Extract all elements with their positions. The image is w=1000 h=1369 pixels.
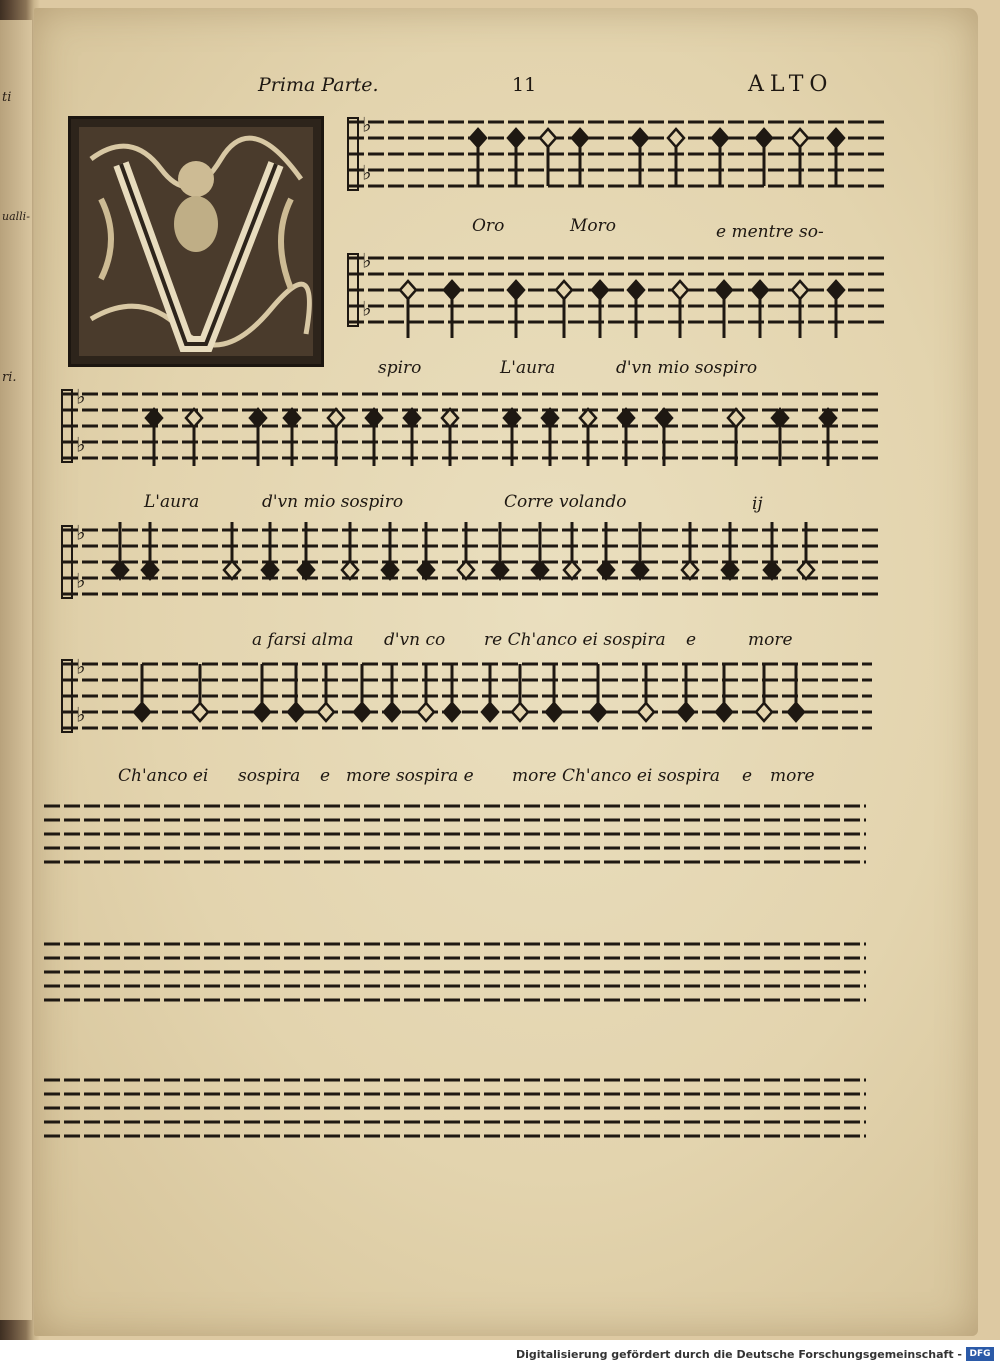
note-head xyxy=(134,703,150,721)
flat-sign-icon: ♭ xyxy=(362,296,372,321)
note-head xyxy=(342,561,358,579)
note-head xyxy=(112,561,128,579)
lyric: more xyxy=(770,766,815,786)
note-head xyxy=(318,703,334,721)
note-head xyxy=(504,409,520,427)
note-head xyxy=(752,281,768,299)
note-head xyxy=(288,703,304,721)
lyric: Oro xyxy=(472,216,505,236)
note-head xyxy=(672,281,688,299)
note-head xyxy=(772,409,788,427)
note-head xyxy=(632,561,648,579)
lyric: e xyxy=(320,766,331,786)
note-head xyxy=(668,129,684,147)
lyric: ij xyxy=(752,494,763,514)
note-head xyxy=(756,129,772,147)
note-head xyxy=(678,703,694,721)
note-head xyxy=(716,703,732,721)
note-head xyxy=(404,409,420,427)
note-head xyxy=(142,561,158,579)
note-head xyxy=(716,281,732,299)
lyric: L'aura xyxy=(500,358,556,378)
prev-page-fragment: ti xyxy=(2,90,12,105)
note-head xyxy=(722,561,738,579)
note-head xyxy=(508,129,524,147)
lyric: more xyxy=(748,630,793,650)
note-head xyxy=(638,703,654,721)
note-head xyxy=(764,561,780,579)
note-head xyxy=(798,561,814,579)
flat-sign-icon: ♭ xyxy=(76,654,86,679)
prev-page-fragment: ri. xyxy=(2,370,17,385)
note-head xyxy=(572,129,588,147)
voice-part: ALTO xyxy=(748,72,834,97)
prev-page-fragment: ualli- xyxy=(2,210,30,223)
note-head xyxy=(492,561,508,579)
note-head xyxy=(284,409,300,427)
note-head xyxy=(482,703,498,721)
note-head xyxy=(792,129,808,147)
note-head xyxy=(384,703,400,721)
note-head xyxy=(508,281,524,299)
note-head xyxy=(828,129,844,147)
note-head xyxy=(632,129,648,147)
note-head xyxy=(442,409,458,427)
note-head xyxy=(580,409,596,427)
note-head xyxy=(628,281,644,299)
note-head xyxy=(598,561,614,579)
lyric: a farsi alma xyxy=(252,630,354,650)
flat-sign-icon: ♭ xyxy=(362,248,372,273)
note-head xyxy=(828,281,844,299)
note-head xyxy=(186,409,202,427)
note-head xyxy=(250,409,266,427)
lyric: e mentre so- xyxy=(716,222,824,242)
note-head xyxy=(444,703,460,721)
note-head xyxy=(792,281,808,299)
note-head xyxy=(254,703,270,721)
note-head xyxy=(444,281,460,299)
note-head xyxy=(564,561,580,579)
note-head xyxy=(540,129,556,147)
note-head xyxy=(146,409,162,427)
lyric: re Ch'anco ei sospira xyxy=(484,630,666,650)
note-head xyxy=(788,703,804,721)
flat-sign-icon: ♭ xyxy=(76,520,86,545)
flat-sign-icon: ♭ xyxy=(76,384,86,409)
flat-sign-icon: ♭ xyxy=(362,160,372,185)
flat-sign-icon: ♭ xyxy=(76,702,86,727)
note-head xyxy=(556,281,572,299)
note-head xyxy=(382,561,398,579)
section-title: Prima Parte. xyxy=(258,74,379,96)
note-head xyxy=(820,409,836,427)
note-head xyxy=(712,129,728,147)
lyric: L'aura xyxy=(144,492,200,512)
note-head xyxy=(418,561,434,579)
note-head xyxy=(546,703,562,721)
lyric: sospira xyxy=(238,766,301,786)
flat-sign-icon: ♭ xyxy=(362,112,372,137)
note-head xyxy=(354,703,370,721)
note-head xyxy=(592,281,608,299)
flat-sign-icon: ♭ xyxy=(76,432,86,457)
funding-credit: Digitalisierung gefördert durch die Deutsche Forschungsgemeinschaft - xyxy=(515,1348,962,1361)
lyric: d'vn mio sospiro xyxy=(616,358,758,378)
lyric: d'vn mio sospiro xyxy=(262,492,404,512)
lyric: spiro xyxy=(378,358,422,378)
note-head xyxy=(298,561,314,579)
lyric: Ch'anco ei xyxy=(118,766,209,786)
note-head xyxy=(458,561,474,579)
lyric: Moro xyxy=(570,216,617,236)
note-head xyxy=(728,409,744,427)
dfg-logo: DFG xyxy=(966,1347,994,1361)
note-head xyxy=(512,703,528,721)
note-head xyxy=(400,281,416,299)
note-head xyxy=(756,703,772,721)
note-head xyxy=(532,561,548,579)
page-number: 11 xyxy=(512,74,537,96)
lyric: Corre volando xyxy=(504,492,627,512)
note-head xyxy=(656,409,672,427)
flat-sign-icon: ♭ xyxy=(76,568,86,593)
lyric: e xyxy=(742,766,753,786)
note-head xyxy=(192,703,208,721)
note-head xyxy=(366,409,382,427)
note-head xyxy=(262,561,278,579)
lyric: e xyxy=(686,630,697,650)
note-head xyxy=(328,409,344,427)
note-head xyxy=(618,409,634,427)
note-head xyxy=(542,409,558,427)
footer-bar xyxy=(0,1340,1000,1369)
note-head xyxy=(682,561,698,579)
lyric: d'vn co xyxy=(384,630,446,650)
lyric: more sospira e xyxy=(346,766,474,786)
lyric: more Ch'anco ei sospira xyxy=(512,766,720,786)
note-head xyxy=(590,703,606,721)
note-head xyxy=(470,129,486,147)
note-head xyxy=(224,561,240,579)
note-head xyxy=(418,703,434,721)
